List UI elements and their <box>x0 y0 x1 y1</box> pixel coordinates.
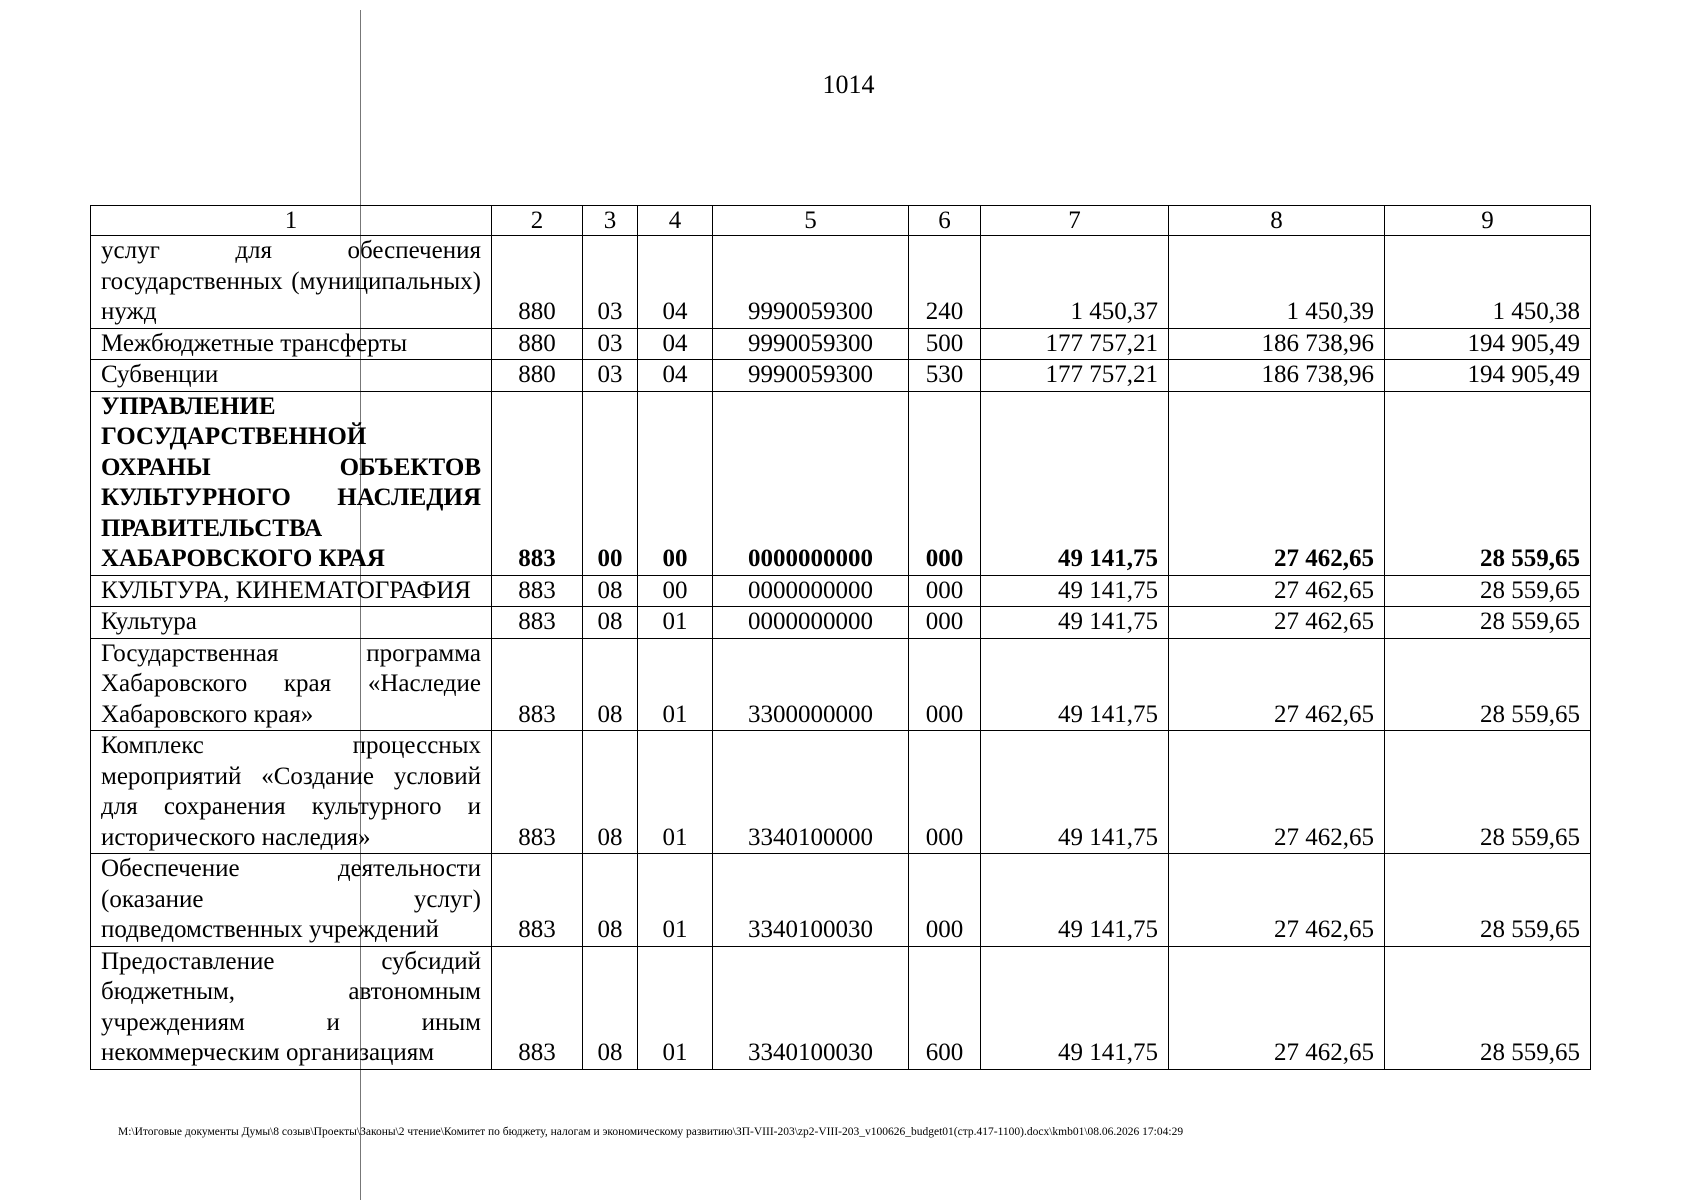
subsection-cell: 04 <box>638 236 713 329</box>
table-row <box>91 638 1591 731</box>
table-row <box>91 360 1591 392</box>
row-name-cell: Культура <box>91 607 492 639</box>
admin-code-cell: 883 <box>492 391 583 575</box>
table-row <box>91 391 1591 575</box>
amount-year-2-cell: 27 462,65 <box>1169 638 1385 731</box>
section-cell: 03 <box>583 328 638 360</box>
admin-code-cell: 883 <box>492 638 583 731</box>
page-number: 1014 <box>822 70 875 99</box>
section-cell: 08 <box>583 854 638 947</box>
table-row <box>91 731 1591 854</box>
target-article-cell: 9990059300 <box>713 328 909 360</box>
section-cell: 03 <box>583 236 638 329</box>
subsection-cell: 01 <box>638 854 713 947</box>
amount-year-1-cell: 1 450,37 <box>981 236 1169 329</box>
header-cell: 1 <box>91 206 492 236</box>
amount-year-1-cell: 49 141,75 <box>981 607 1169 639</box>
admin-code-cell: 883 <box>492 731 583 854</box>
subsection-cell: 00 <box>638 575 713 607</box>
row-name-cell: УПРАВЛЕНИЕ ГОСУДАРСТВЕННОЙ ОХРАНЫ ОБЪЕКТОВ КУЛЬТУРНОГО НАСЛЕДИЯ ПРАВИТЕЛЬСТВА ХАБАРОВСКОГО КРАЯ <box>91 391 492 575</box>
amount-year-1-cell: 49 141,75 <box>981 946 1169 1069</box>
subsection-cell: 00 <box>638 391 713 575</box>
amount-year-3-cell: 28 559,65 <box>1385 854 1591 947</box>
section-cell: 08 <box>583 731 638 854</box>
expense-type-cell: 600 <box>909 946 981 1069</box>
amount-year-1-cell: 177 757,21 <box>981 360 1169 392</box>
row-name-cell: услуг для обеспечения государственных (муниципальных) нужд <box>91 236 492 329</box>
expense-type-cell: 000 <box>909 731 981 854</box>
target-article-cell: 0000000000 <box>713 391 909 575</box>
section-cell: 03 <box>583 360 638 392</box>
header-cell: 7 <box>981 206 1169 236</box>
admin-code-cell: 880 <box>492 360 583 392</box>
admin-code-cell: 883 <box>492 946 583 1069</box>
amount-year-3-cell: 28 559,65 <box>1385 638 1591 731</box>
file-path-footer: M:\Итоговые документы Думы\8 созыв\Проекты\Законы\2 чтение\Комитет по бюджету, налогам и экономическому развитию\ЗП-VIII-203\zp2-VIII-203_v100626_budget01(стр.417-1100).docx\kmb01\08.06.2026 17:04:29 <box>118 1126 1184 1138</box>
row-name-cell: КУЛЬТУРА, КИНЕМАТОГРАФИЯ <box>91 575 492 607</box>
amount-year-3-cell: 1 450,38 <box>1385 236 1591 329</box>
table-row <box>91 575 1591 607</box>
amount-year-3-cell: 28 559,65 <box>1385 607 1591 639</box>
header-cell: 2 <box>492 206 583 236</box>
row-name-cell: Государственная программа Хабаровского края «Наследие Хабаровского края» <box>91 638 492 731</box>
table-row <box>91 607 1591 639</box>
amount-year-3-cell: 28 559,65 <box>1385 731 1591 854</box>
subsection-cell: 04 <box>638 360 713 392</box>
target-article-cell: 9990059300 <box>713 236 909 329</box>
target-article-cell: 0000000000 <box>713 607 909 639</box>
target-article-cell: 9990059300 <box>713 360 909 392</box>
budget-table <box>90 205 1591 1070</box>
amount-year-3-cell: 194 905,49 <box>1385 328 1591 360</box>
subsection-cell: 04 <box>638 328 713 360</box>
target-article-cell: 3340100000 <box>713 731 909 854</box>
section-cell: 08 <box>583 575 638 607</box>
section-cell: 00 <box>583 391 638 575</box>
amount-year-2-cell: 27 462,65 <box>1169 731 1385 854</box>
amount-year-2-cell: 27 462,65 <box>1169 946 1385 1069</box>
header-row <box>91 206 1591 236</box>
header-cell: 3 <box>583 206 638 236</box>
amount-year-3-cell: 28 559,65 <box>1385 575 1591 607</box>
expense-type-cell: 000 <box>909 391 981 575</box>
amount-year-1-cell: 49 141,75 <box>981 731 1169 854</box>
header-cell: 8 <box>1169 206 1385 236</box>
table-row <box>91 946 1591 1069</box>
subsection-cell: 01 <box>638 638 713 731</box>
expense-type-cell: 240 <box>909 236 981 329</box>
subsection-cell: 01 <box>638 607 713 639</box>
admin-code-cell: 883 <box>492 575 583 607</box>
section-cell: 08 <box>583 946 638 1069</box>
table-row <box>91 236 1591 329</box>
amount-year-2-cell: 186 738,96 <box>1169 360 1385 392</box>
target-article-cell: 0000000000 <box>713 575 909 607</box>
amount-year-2-cell: 186 738,96 <box>1169 328 1385 360</box>
amount-year-2-cell: 27 462,65 <box>1169 575 1385 607</box>
expense-type-cell: 000 <box>909 854 981 947</box>
expense-type-cell: 530 <box>909 360 981 392</box>
admin-code-cell: 883 <box>492 607 583 639</box>
target-article-cell: 3340100030 <box>713 854 909 947</box>
row-name-cell: Субвенции <box>91 360 492 392</box>
amount-year-3-cell: 28 559,65 <box>1385 391 1591 575</box>
section-cell: 08 <box>583 638 638 731</box>
expense-type-cell: 000 <box>909 638 981 731</box>
amount-year-1-cell: 49 141,75 <box>981 854 1169 947</box>
header-cell: 9 <box>1385 206 1591 236</box>
amount-year-1-cell: 49 141,75 <box>981 391 1169 575</box>
target-article-cell: 3340100030 <box>713 946 909 1069</box>
row-name-cell: Комплекс процессных мероприятий «Создание условий для сохранения культурного и исторического наследия» <box>91 731 492 854</box>
row-name-cell: Предоставление субсидий бюджетным, автономным учреждениям и иным некоммерческим организациям <box>91 946 492 1069</box>
header-cell: 4 <box>638 206 713 236</box>
amount-year-1-cell: 49 141,75 <box>981 638 1169 731</box>
amount-year-1-cell: 177 757,21 <box>981 328 1169 360</box>
amount-year-3-cell: 194 905,49 <box>1385 360 1591 392</box>
amount-year-2-cell: 27 462,65 <box>1169 854 1385 947</box>
amount-year-3-cell: 28 559,65 <box>1385 946 1591 1069</box>
table-row <box>91 854 1591 947</box>
expense-type-cell: 500 <box>909 328 981 360</box>
amount-year-2-cell: 1 450,39 <box>1169 236 1385 329</box>
row-name-cell: Обеспечение деятельности (оказание услуг) подведомственных учреждений <box>91 854 492 947</box>
section-cell: 08 <box>583 607 638 639</box>
row-name-cell: Межбюджетные трансферты <box>91 328 492 360</box>
header-cell: 5 <box>713 206 909 236</box>
admin-code-cell: 880 <box>492 328 583 360</box>
amount-year-2-cell: 27 462,65 <box>1169 391 1385 575</box>
amount-year-1-cell: 49 141,75 <box>981 575 1169 607</box>
expense-type-cell: 000 <box>909 575 981 607</box>
header-cell: 6 <box>909 206 981 236</box>
subsection-cell: 01 <box>638 731 713 854</box>
target-article-cell: 3300000000 <box>713 638 909 731</box>
expense-type-cell: 000 <box>909 607 981 639</box>
admin-code-cell: 880 <box>492 236 583 329</box>
subsection-cell: 01 <box>638 946 713 1069</box>
budget-table-body <box>91 206 1591 1070</box>
amount-year-2-cell: 27 462,65 <box>1169 607 1385 639</box>
admin-code-cell: 883 <box>492 854 583 947</box>
table-row <box>91 328 1591 360</box>
